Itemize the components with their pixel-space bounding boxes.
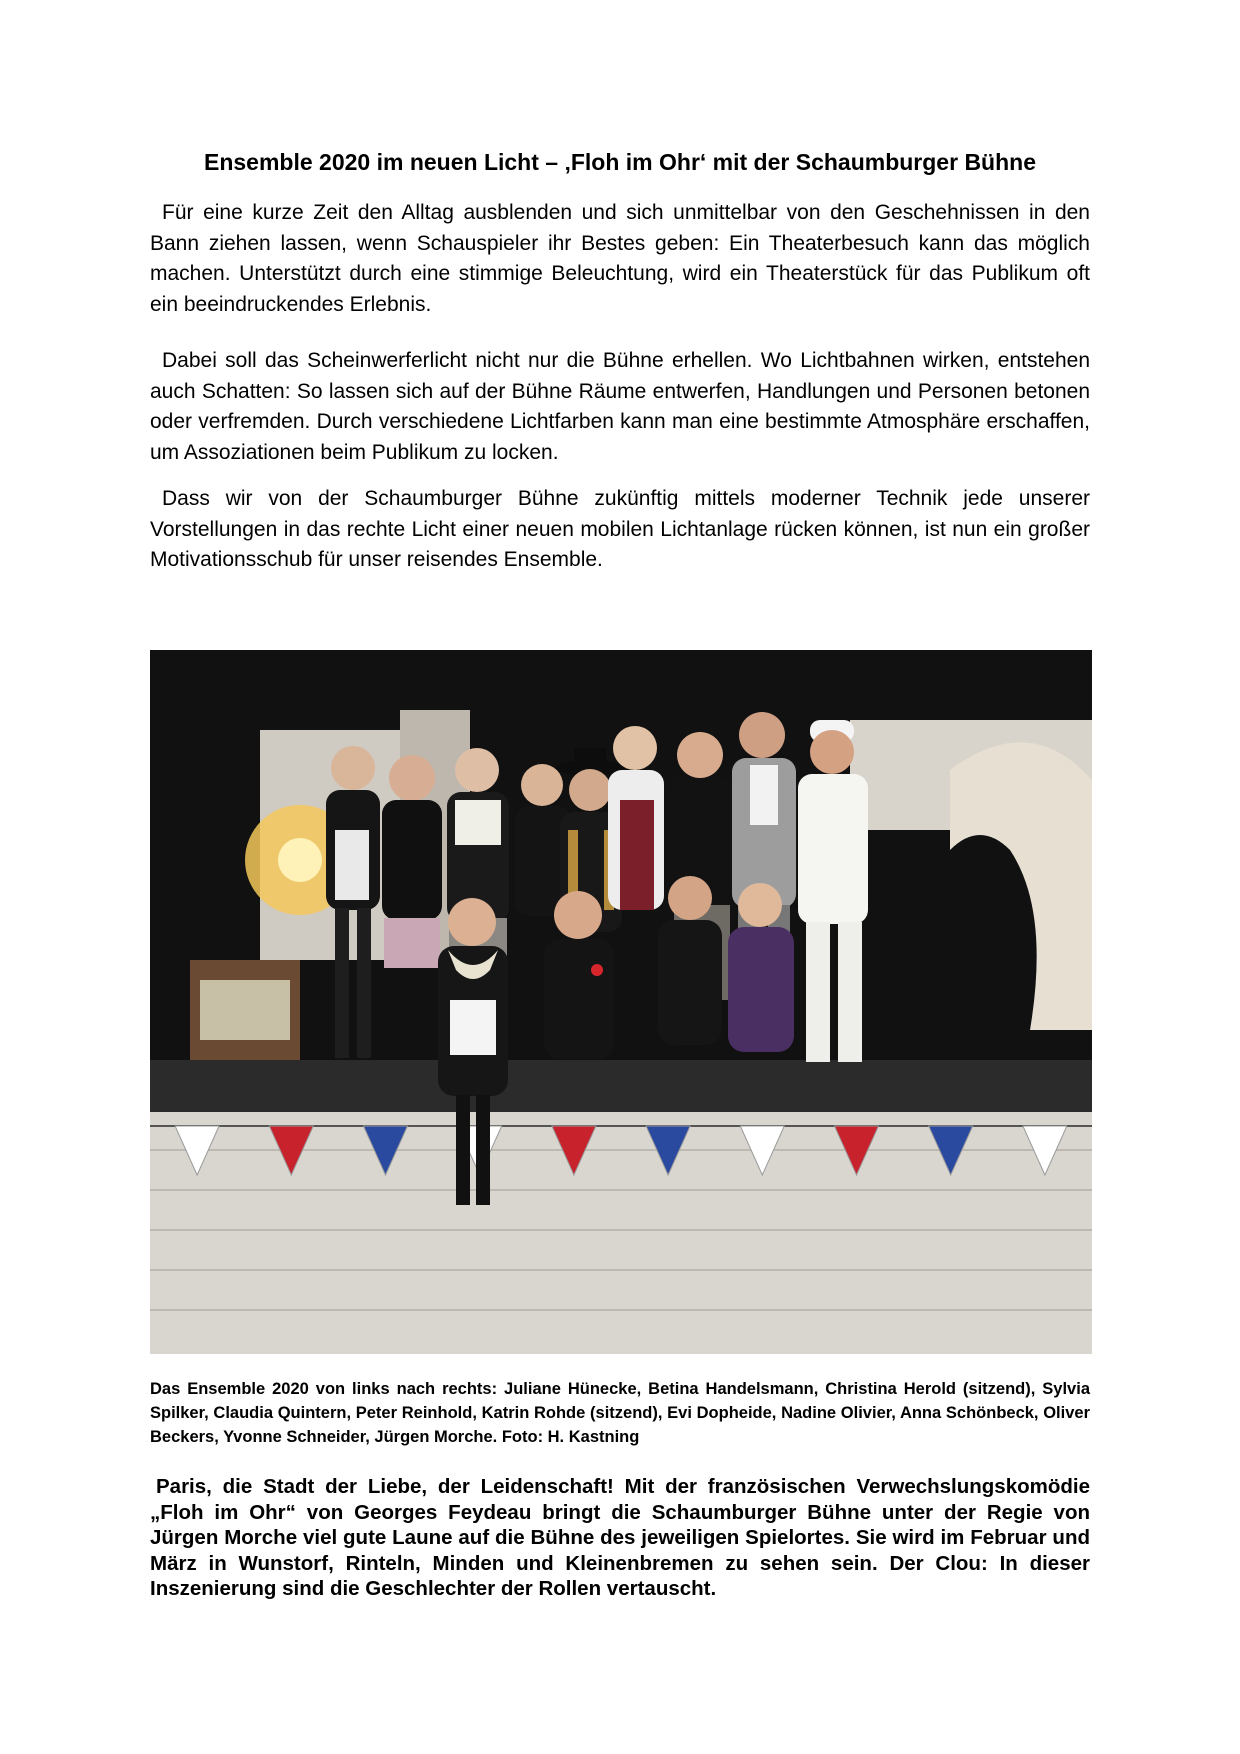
- paragraph-1: Für eine kurze Zeit den Alltag ausblenden und sich unmittelbar von den Geschehnissen in den Bann ziehen lassen, wenn Schauspieler ihr Bestes geben: Ein Theaterbesuch kann das möglich machen. Unterstützt durch eine stimmige Beleuchtung, wird ein Theaterstück für das Publikum oft ein beeindruckendes Erlebnis.: [150, 201, 1090, 316]
- armchair-cushion: [200, 980, 290, 1040]
- ensemble-photo: [150, 650, 1092, 1354]
- ensemble-photo-illustration: [150, 650, 1092, 1354]
- paragraph-2: Dabei soll das Scheinwerferlicht nicht nur die Bühne erhellen. Wo Lichtbahnen wirken, entstehen auch Schatten: So lassen sich auf der Bühne Räume entwerfen, Handlungen und Personen betonen oder verfremden. Durch verschiedene Lichtfarben kann man eine bestimmte Atmosphäre erschaffen, um Assoziationen beim Publikum zu locken.: [150, 349, 1090, 464]
- performer: [608, 726, 664, 910]
- performer: [382, 755, 442, 968]
- stage-floor: [150, 1060, 1092, 1115]
- paragraph-3: Dass wir von der Schaumburger Bühne zukünftig mittels moderner Technik jede unserer Vorstellungen in das rechte Licht einer neuen mobilen Lichtanlage rücken können, ist nun ein großer Motivationsschub für unser reisendes Ensemble.: [150, 487, 1090, 571]
- article-title: Ensemble 2020 im neuen Licht – ‚Floh im Ohr‘ mit der Schaumburger Bühne: [203, 149, 1036, 175]
- lead-paragraph: Paris, die Stadt der Liebe, der Leidenschaft! Mit der französischen Verwechslungskomödie „Floh im Ohr“ von Georges Feydeau bringt die Schaumburger Bühne unter der Regie von Jürgen Morche viel gute Laune auf die Bühne des jeweiligen Spielortes. Sie wird im Februar und März in Wunstorf, Rinteln, Minden und Kleinenbremen zu sehen sein. Der Clou: In dieser Inszenierung sind die Geschlechter der Rollen vertauscht.: [150, 1475, 1090, 1600]
- photo-caption: Das Ensemble 2020 von links nach rechts: Juliane Hünecke, Betina Handelsmann, Christina Herold (sitzend), Sylvia Spilker, Claudia Quintern, Peter Reinhold, Katrin Rohde (sitzend), Evi Dopheide, Nadine Olivier, Anna Schönbeck, Oliver Beckers, Yvonne Schneider, Jürgen Morche. Foto: H. Kastning: [150, 1380, 1090, 1446]
- lamp: [278, 838, 322, 882]
